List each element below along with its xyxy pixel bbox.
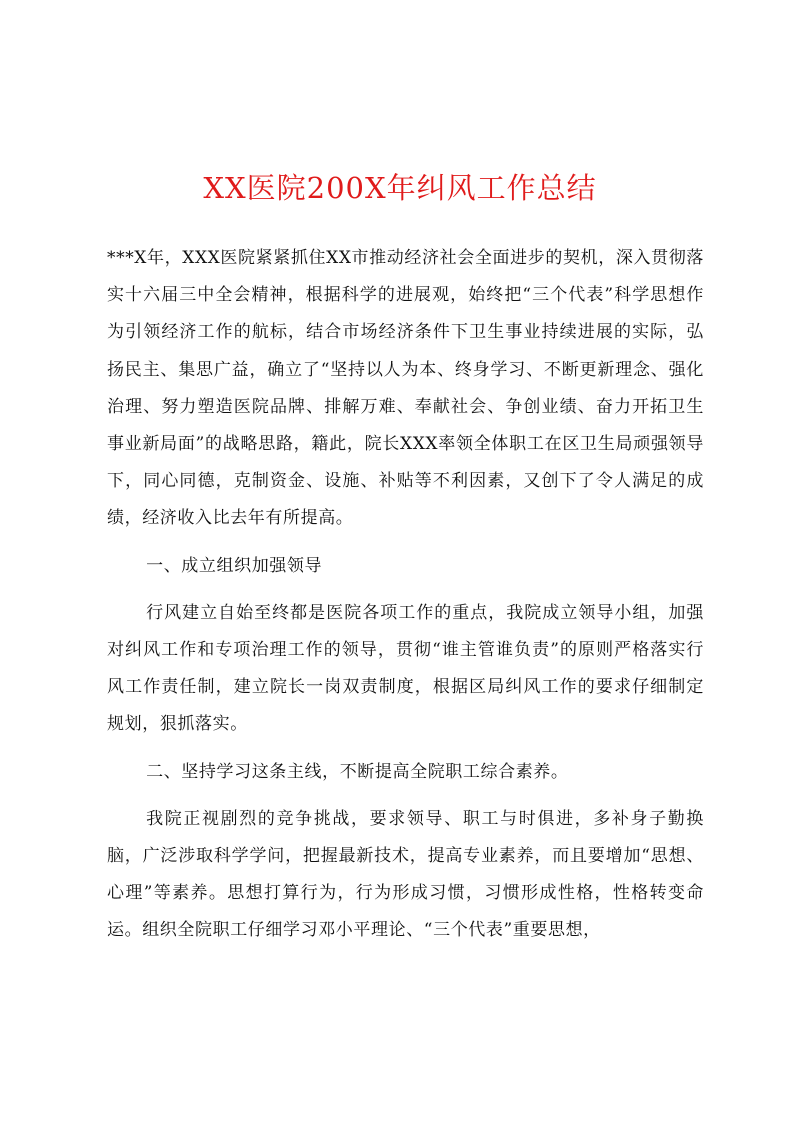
intro-paragraph: ***X年，XXX医院紧紧抓住XX市推动经济社会全面进步的契机，深入贯彻落实十六届三中全会精神，根据科学的进展观，始终把“三个代表”科学思想作为引领经济工作的航标，结合市场经济条件下卫生事业持续进展的实际，弘扬民主、集思广益，确立了“坚持以人为本、终身学习、不断更新理念、强化治理、努力塑造医院品牌、排解万难、奉献社会、争创业绩、奋力开拓卫生事业新局面”的战略思路，籍此，院长XXX率领全体职工在区卫生局顽强领导下，同心同德，克制资金、设施、补贴等不利因素，又创下了令人满足的成绩，经济收入比去年有所提高。 (107, 248, 704, 529)
section-paragraph-1: 行风建立自始至终都是医院各项工作的重点，我院成立领导小组，加强对纠风工作和专项治理工作的领导，贯彻“谁主管谁负责”的原则严格落实行风工作责任制，建立院长一岗双责制度，根据区局纠风工作的要求仔细制定规划，狠抓落实。 (107, 602, 704, 735)
document-title: XX医院200X年纠风工作总结 (203, 171, 597, 205)
section-heading-2: 二、坚持学习这条主线，不断提高全院职工综合素养。 (146, 761, 569, 782)
document-body (107, 240, 704, 960)
section-heading-1: 一、成立组织加强领导 (146, 555, 323, 576)
section-paragraph-2: 我院正视剧烈的竞争挑战，要求领导、职工与时俱进，多补身子勤换脑，广泛涉取科学学问，把握最新技术，提高专业素养，而且要增加“思想、心理”等素养。思想打算行为，行为形成习惯，习惯形成性格，性格转变命运。组织全院职工仔细学习邓小平理论、“三个代表”重要思想， (107, 808, 704, 941)
